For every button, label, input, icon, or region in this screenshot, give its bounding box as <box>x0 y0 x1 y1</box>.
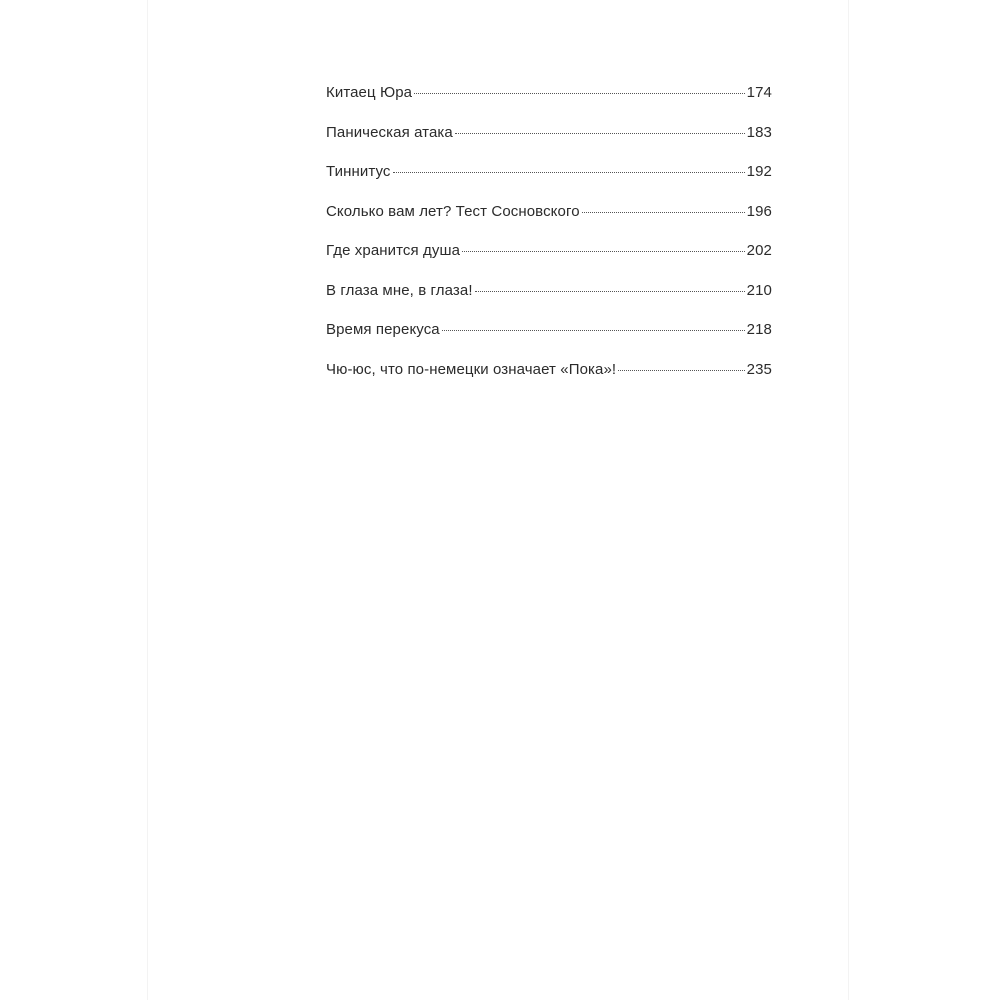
toc-entry-page: 235 <box>746 360 772 378</box>
toc-entry-page: 183 <box>746 123 772 141</box>
toc-entry-title: Китаец Юра <box>326 84 413 101</box>
toc-entry-title: Чю-юс, что по-немецки означает «Пока»! <box>326 360 617 378</box>
toc-entry-page: 210 <box>746 281 772 299</box>
toc-entry <box>326 158 772 198</box>
toc-entry <box>326 237 772 277</box>
toc-entry <box>326 198 772 238</box>
toc-entry-title: Тиннитус <box>326 163 391 180</box>
toc-entry <box>326 356 772 396</box>
dot-leader <box>442 330 745 331</box>
dot-leader <box>455 133 745 134</box>
dot-leader <box>582 212 745 213</box>
dot-leader <box>475 291 745 292</box>
toc-entry-page: 218 <box>746 321 772 338</box>
toc-entry-page: 196 <box>746 202 772 220</box>
toc-entry <box>326 79 772 119</box>
dot-leader <box>618 370 744 371</box>
toc-entry-title: Сколько вам лет? Тест Сосновского <box>326 202 580 220</box>
toc-entry-page: 192 <box>746 163 772 180</box>
dot-leader <box>393 172 745 173</box>
toc-entry-title: В глаза мне, в глаза! <box>326 281 473 299</box>
toc-entry <box>326 119 772 159</box>
toc-entry <box>326 277 772 317</box>
table-of-contents <box>326 79 772 395</box>
toc-entry-title: Время перекуса <box>326 321 440 338</box>
toc-entry <box>326 316 772 356</box>
dot-leader <box>462 251 745 252</box>
toc-entry-title: Где хранится душа <box>326 242 461 259</box>
toc-entry-title: Паническая атака <box>326 123 453 141</box>
dot-leader <box>414 93 745 94</box>
toc-entry-page: 174 <box>746 84 772 101</box>
toc-entry-page: 202 <box>746 242 772 259</box>
